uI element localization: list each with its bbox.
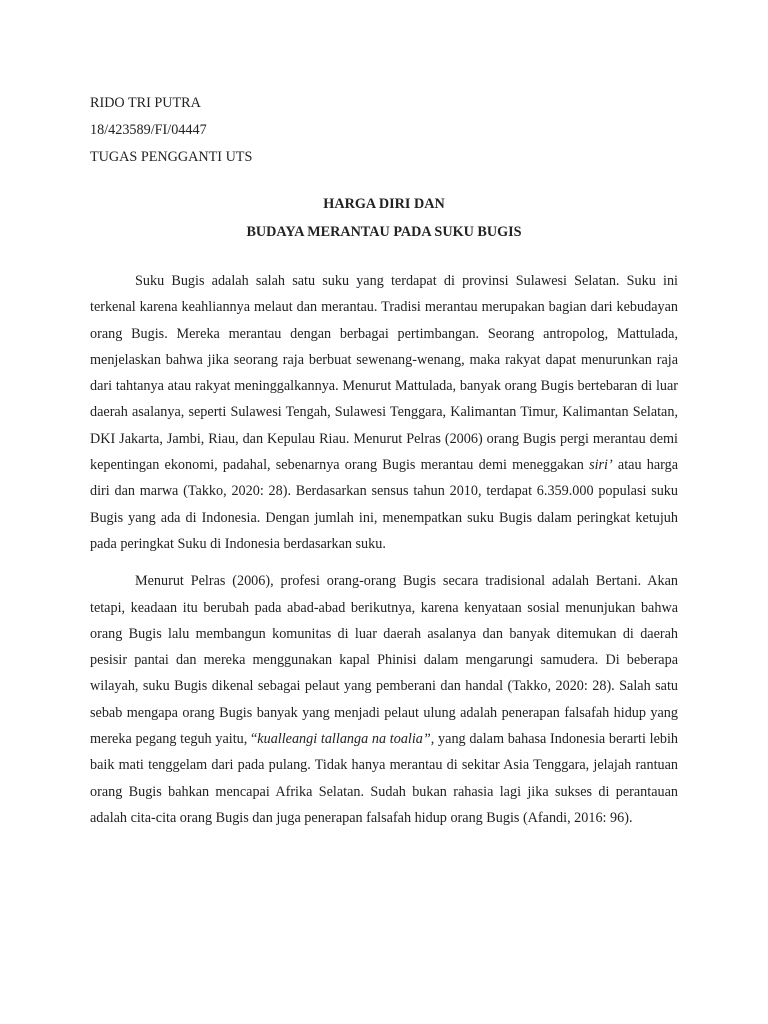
- document-title: [90, 190, 678, 246]
- document-page: [90, 90, 678, 831]
- paragraph-1-text-a: Suku Bugis adalah salah satu suku yang terdapat di provinsi Sulawesi Selatan. Suku ini terkenal karena keahliannya melaut dan merantau. Tradisi merantau merupakan bagian dari kebudayan orang Bugis. Mereka merantau dengan berbagai pertimbangan. Seorang antropolog, Mattulada, menjelaskan bahwa jika seorang raja berbuat sewenang-wenang, maka rakyat dapat menurunkan raja dari tahtanya atau rakyat meninggalkannya. Menurut Mattulada, banyak orang Bugis bertebaran di luar daerah asalanya, seperti Sulawesi Tengah, Sulawesi Tenggara, Kalimantan Timur, Kalimantan Selatan, DKI Jakarta, Jambi, Riau, dan Kepulau Riau. Menurut Pelras (2006) orang Bugis pergi merantau demi kepentingan ekonomi, padahal, sebenarnya orang Bugis merantau demi meneggakan: [90, 273, 678, 474]
- paragraph-2-italic: kualleangi tallanga na toalia”,: [257, 731, 435, 748]
- paragraph-2-text-b: yang dalam bahasa Indonesia berarti lebih baik mati tenggelam dari pada pulang. Tidak hanya merantau di sekitar Asia Tenggara, jelajah rantuan orang Bugis bahkan mencapai Afrika Selatan. Sudah bukan rahasia lagi jika sukses di perantauan adalah cita-cita orang Bugis dan juga penerapan falsafah hidup orang Bugis (Afandi, 2016: 96).: [90, 731, 678, 826]
- paragraph-1-italic: siri’: [589, 457, 613, 474]
- paragraph-2-text-a: Menurut Pelras (2006), profesi orang-orang Bugis secara tradisional adalah Bertani. Akan tetapi, keadaan itu berubah pada abad-abad berikutnya, karena kenyataan sosial menunjukan bahwa orang Bugis lalu membangun komunitas di luar daerah asalanya dan banyak ditemukan di daerah pesisir pantai dan mereka menggunakan kapal Phinisi dalam mengarungi samudera. Di beberapa wilayah, suku Bugis dikenal sebagai pelaut yang pemberani dan handal (Takko, 2020: 28). Salah satu sebab mengapa orang Bugis banyak yang menjadi pelaut ulung adalah penerapan falsafah hidup yang mereka pegang teguh yaitu, “: [90, 573, 678, 748]
- paragraph-1: [90, 268, 678, 557]
- title-line-2: BUDAYA MERANTAU PADA SUKU BUGIS: [246, 224, 522, 240]
- paragraph-1-text-b: atau harga diri dan marwa (Takko, 2020: 28). Berdasarkan sensus tahun 2010, terdapat 6.359.000 populasi suku Bugis yang ada di Indonesia. Dengan jumlah ini, menempatkan suku Bugis dalam peringkat ketujuh pada peringkat Suku di Indonesia berdasarkan suku.: [90, 457, 678, 552]
- assignment-label: TUGAS PENGGANTI UTS: [90, 149, 253, 165]
- student-id: 18/423589/FI/04447: [90, 122, 207, 138]
- paragraph-2: [90, 568, 678, 831]
- title-line-1: HARGA DIRI DAN: [323, 196, 445, 212]
- author-header: [90, 90, 678, 171]
- author-name: RIDO TRI PUTRA: [90, 95, 201, 111]
